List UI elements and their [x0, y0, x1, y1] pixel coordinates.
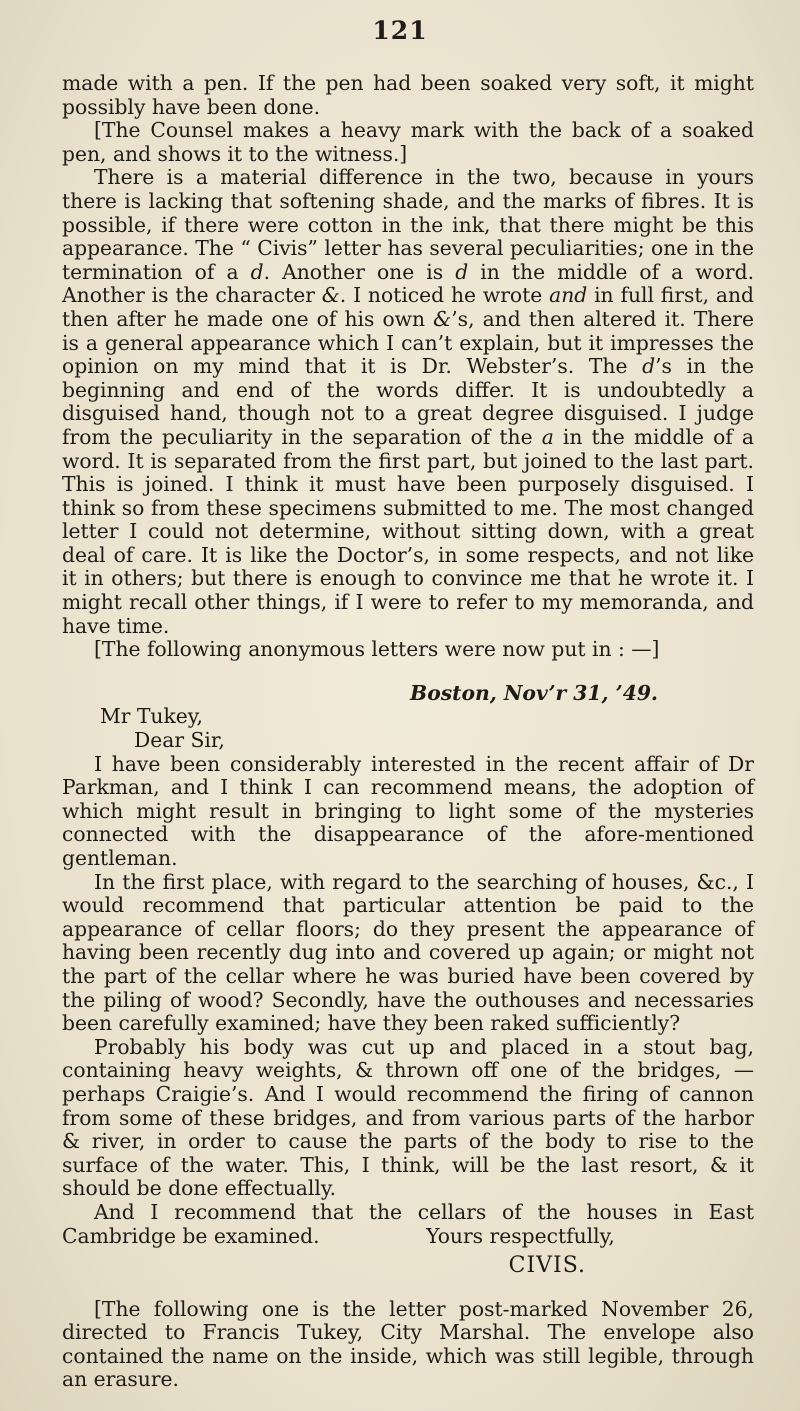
spacer — [62, 662, 754, 682]
paragraph-testimony: There is a material difference in the two, because in yours there is lacking that softening shade, and the marks of fibres. It is possible, if there were cotton in the ink, that there might be this appearance. The “ Civis” letter has several peculiarities; one in the termination of a d. Another one is d in the middle of a word. Another is the character &. I noticed he wrote and in full first, and then after he made one of his own &’s, and then altered it. There is a general appearance which I can’t explain, but it impresses the opinion on my mind that it is Dr. Webster’s. The d’s in the beginning and end of the words differ. It is undoubtedly a disguised hand, though not to a great degree disguised. I judge from the peculiarity in the separation of the a in the middle of a word. It is separated from the first part, but joined to the last part. This is joined. I think it must have been purposely disguised. I think so from these specimens submitted to me. The most changed letter I could not determine, without sitting down, with a great deal of care. It is like the Doctor’s, in some respects, and not like it in others; but there is enough to convince me that he wrote it. I might recall other things, if I were to refer to my memoranda, and have time. — [62, 165, 755, 638]
page-number: 121 — [372, 16, 428, 45]
spacer — [62, 1278, 754, 1298]
letter-paragraph-2: In the first place, with regard to the searching of houses, &c., I would recommend that particular attention be paid to the appearance of cellar floors; do they present the appearance of having been recently dug into and covered up again; or might not the part of the cellar where he was buried have been covered by the piling of wood? Secondly, have the outhouses and necessaries been carefully examined; have they been raked sufficiently? — [62, 869, 754, 1036]
letter-closing: Yours respectfully, — [426, 1223, 615, 1248]
letter-salutation: Mr Tukey, — [100, 704, 203, 729]
letter-paragraph-1: I have been considerably interested in the recent affair of Dr Parkman, and I think I can recommend means, the adoption of which might result in bringing to light some of the mysteries connected with the disappearance of the afore-mentioned gentleman. — [62, 751, 754, 870]
letter-greeting: Dear Sir, — [134, 728, 225, 753]
letter-signature: CIVIS. — [508, 1253, 586, 1279]
letter-paragraph-4-text: And I recommend that the cellars of the houses in East Cambridge be examined. — [62, 1199, 754, 1248]
paragraph-following-letter: [The following one is the letter post-marked November 26, directed to Francis Tukey, City Marshal. The envelope also contained the name on the inside, which was still legible, through an erasure. — [62, 1296, 754, 1392]
paragraph-counsel-note: [The Counsel makes a heavy mark with the back of a soaked pen, and shows it to the witness.] — [62, 118, 754, 166]
letter-paragraph-4 — [62, 1201, 754, 1248]
paragraph-letters-intro: [The following anonymous letters were now put in : —] — [94, 637, 660, 662]
page-body — [62, 72, 754, 1392]
letter-dateline: Boston, Nov’r 31, ’49. — [410, 680, 658, 705]
letter-paragraph-3: Probably his body was cut up and placed in a stout bag, containing heavy weights, & thrown off one of the bridges, — perhaps Craigie’s. And I would recommend the firing of cannon from some of these bridges, and from various parts of the harbor & river, in order to cause the parts of the body to rise to the surface of the water. This, I think, will be the last resort, & it should be done effectually. — [62, 1034, 754, 1201]
paragraph-continuation: made with a pen. If the pen had been soaked very soft, it might possibly have been done. — [62, 71, 754, 119]
